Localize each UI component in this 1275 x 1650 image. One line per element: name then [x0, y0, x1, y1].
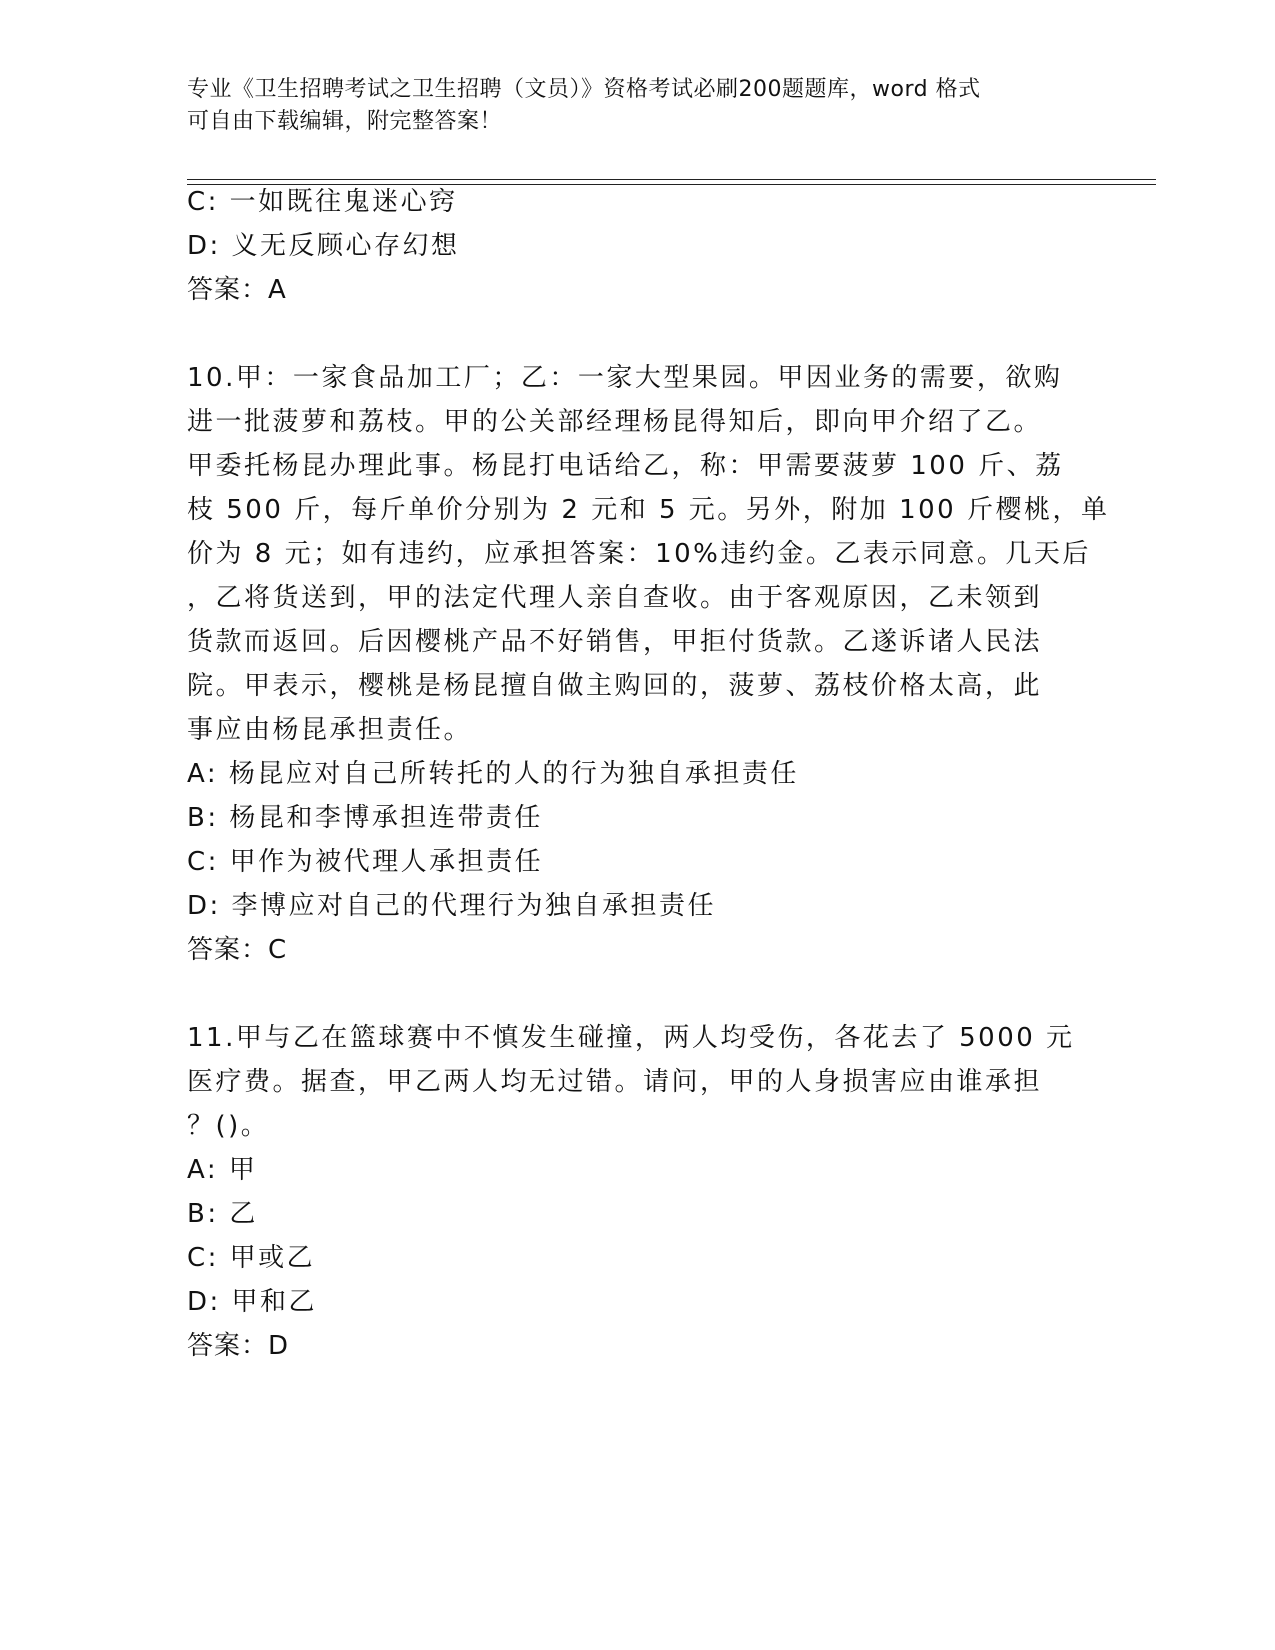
q10-text-line-6: ，乙将货送到，甲的法定代理人亲自查收。由于客观原因，乙未领到 — [187, 583, 1043, 613]
q11-text-line-1: 11.甲与乙在篮球赛中不慎发生碰撞，两人均受伤，各花去了 5000 元 — [187, 1023, 1075, 1053]
q10-option-d: D: 李博应对自己的代理行为独自承担责任 — [187, 891, 717, 921]
q11-answer: 答案：D — [187, 1331, 290, 1361]
header-title-line-1: 专业《卫生招聘考试之卫生招聘（文员）》资格考试必刷200题题库，word 格式 — [187, 77, 981, 102]
q11-option-d: D: 甲和乙 — [187, 1287, 318, 1317]
q10-option-b: B: 杨昆和李博承担连带责任 — [187, 803, 543, 833]
q11-option-a: A: 甲 — [187, 1155, 258, 1185]
q10-text-line-7: 货款而返回。后因樱桃产品不好销售，甲拒付货款。乙遂诉诸人民法 — [187, 627, 1043, 657]
q9-option-d: D: 义无反顾心存幻想 — [187, 231, 460, 261]
q10-text-line-9: 事应由杨昆承担责任。 — [187, 715, 473, 745]
q11-option-c: C: 甲或乙 — [187, 1243, 316, 1273]
q10-option-a: A: 杨昆应对自己所转托的人的行为独自承担责任 — [187, 759, 799, 789]
q10-text-line-8: 院。甲表示，樱桃是杨昆擅自做主购回的，菠萝、荔枝价格太高，此 — [187, 671, 1043, 701]
q9-answer: 答案：A — [187, 275, 287, 305]
header-divider-top — [187, 179, 1156, 180]
header-title-line-2: 可自由下载编辑，附完整答案！ — [187, 109, 503, 134]
q10-text-line-1: 10.甲：一家食品加工厂；乙：一家大型果园。甲因业务的需要，欲购 — [187, 363, 1063, 393]
q10-text-line-2: 进一批菠萝和荔枝。甲的公关部经理杨昆得知后，即向甲介绍了乙。 — [187, 407, 1043, 437]
q10-text-line-4: 枝 500 斤，每斤单价分别为 2 元和 5 元。另外，附加 100 斤樱桃，单 — [187, 495, 1110, 525]
q11-option-b: B: 乙 — [187, 1199, 258, 1229]
q10-answer: 答案：C — [187, 935, 288, 965]
q11-text-line-2: 医疗费。据查，甲乙两人均无过错。请问，甲的人身损害应由谁承担 — [187, 1067, 1043, 1097]
q10-text-line-5: 价为 8 元；如有违约，应承担答案：10%违约金。乙表示同意。几天后 — [187, 539, 1091, 569]
q10-option-c: C: 甲作为被代理人承担责任 — [187, 847, 544, 877]
q10-text-line-3: 甲委托杨昆办理此事。杨昆打电话给乙，称：甲需要菠萝 100 斤、荔 — [187, 451, 1064, 481]
document-header — [187, 74, 1087, 138]
header-divider-bottom — [187, 184, 1156, 185]
q11-text-line-3: ？()。 — [187, 1111, 270, 1141]
q9-option-c: C: 一如既往鬼迷心窍 — [187, 187, 458, 217]
